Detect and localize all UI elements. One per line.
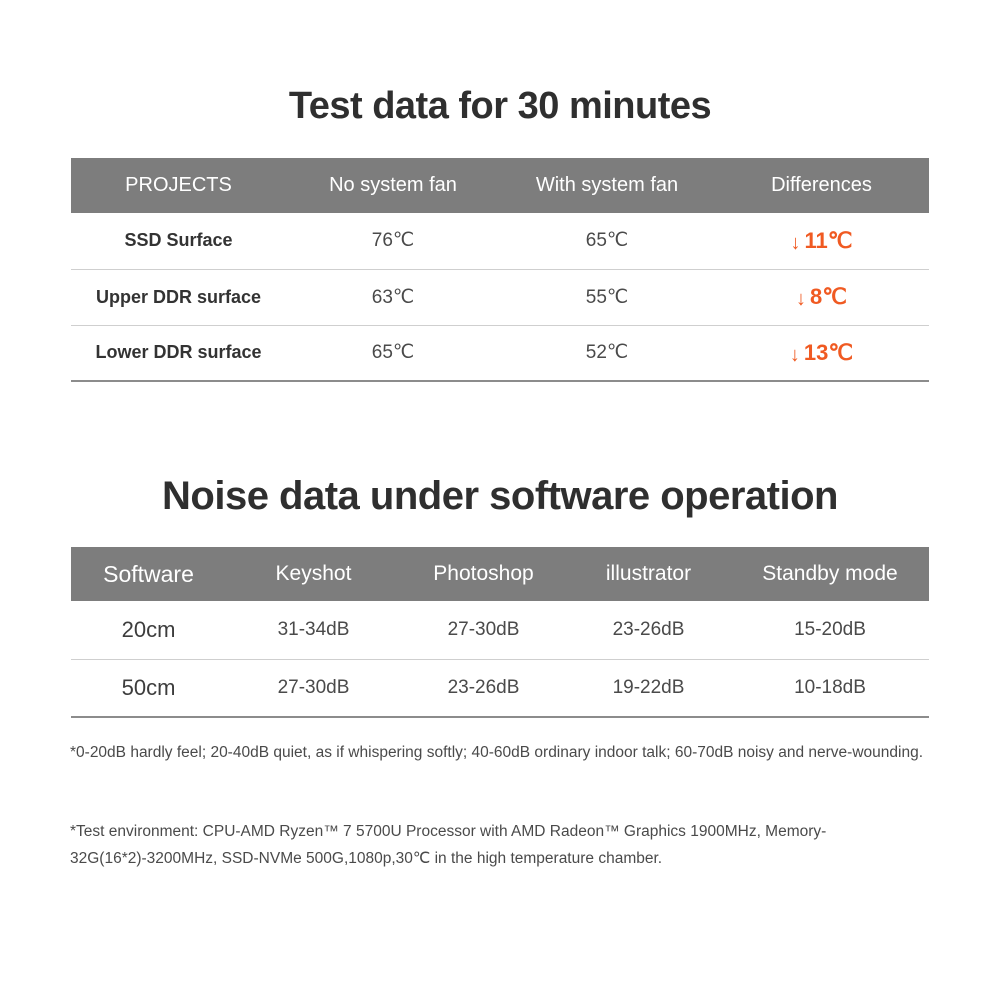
row-label-upper-ddr: Upper DDR surface bbox=[71, 269, 286, 325]
header-with-system-fan: With system fan bbox=[500, 158, 714, 213]
header-standby-mode: Standby mode bbox=[731, 547, 929, 601]
down-arrow-icon: ↓ bbox=[790, 231, 801, 254]
noise-table-body bbox=[71, 601, 929, 717]
table-row bbox=[71, 269, 929, 325]
page-title-thermal: Test data for 30 minutes bbox=[288, 85, 712, 127]
cell-upper-ddr-no-fan: 63℃ bbox=[286, 269, 500, 325]
cell-upper-ddr-difference-value: 8℃ bbox=[810, 284, 847, 309]
header-illustrator: illustrator bbox=[566, 547, 731, 601]
down-arrow-icon: ↓ bbox=[789, 343, 800, 366]
cell-20cm-standby: 15-20dB bbox=[731, 601, 929, 659]
row-label-lower-ddr: Lower DDR surface bbox=[71, 325, 286, 381]
row-label-20cm: 20cm bbox=[71, 601, 226, 659]
cell-ssd-difference-value: 11℃ bbox=[804, 227, 853, 253]
cell-20cm-photoshop: 27-30dB bbox=[401, 601, 566, 659]
thermal-table-header bbox=[71, 158, 929, 213]
noise-table-header bbox=[71, 547, 929, 601]
header-photoshop: Photoshop bbox=[401, 547, 566, 601]
thermal-data-table bbox=[71, 158, 929, 382]
header-projects: PROJECTS bbox=[71, 158, 286, 213]
header-keyshot: Keyshot bbox=[226, 547, 401, 601]
noise-reference-note: *0-20dB hardly feel; 20-40dB quiet, as if whispering softly; 40-60dB ordinary indoor talk; 60-70dB noisy and nerve-wounding. bbox=[70, 744, 924, 761]
table-row bbox=[71, 659, 929, 717]
cell-lower-ddr-difference bbox=[714, 325, 929, 381]
cell-20cm-illustrator: 23-26dB bbox=[566, 601, 731, 659]
cell-lower-ddr-with-fan: 52℃ bbox=[500, 325, 714, 381]
cell-50cm-standby: 10-18dB bbox=[731, 659, 929, 717]
cell-50cm-illustrator: 19-22dB bbox=[566, 659, 731, 717]
cell-50cm-keyshot: 27-30dB bbox=[226, 659, 401, 717]
thermal-table-body bbox=[71, 213, 929, 381]
table-header-row bbox=[71, 158, 929, 213]
header-no-system-fan: No system fan bbox=[286, 158, 500, 213]
down-arrow-icon: ↓ bbox=[796, 288, 807, 310]
cell-ssd-difference bbox=[714, 213, 929, 269]
cell-lower-ddr-difference-value: 13℃ bbox=[803, 339, 854, 365]
row-label-ssd-surface: SSD Surface bbox=[71, 213, 286, 269]
cell-ssd-with-fan: 65℃ bbox=[500, 213, 714, 269]
cell-ssd-no-fan: 76℃ bbox=[286, 213, 500, 269]
cell-upper-ddr-difference bbox=[714, 269, 929, 325]
header-software: Software bbox=[71, 547, 226, 601]
cell-20cm-keyshot: 31-34dB bbox=[226, 601, 401, 659]
header-differences: Differences bbox=[714, 158, 929, 213]
row-label-50cm: 50cm bbox=[71, 659, 226, 717]
test-environment-note: *Test environment: CPU-AMD Ryzen™ 7 5700U Processor with AMD Radeon™ Graphics 1900MHz, Memory-32G(16*2)-3200MHz, SSD-NVMe 500G,1080p,30℃ in the high temperature chamber. bbox=[70, 822, 827, 867]
table-row bbox=[71, 213, 929, 269]
table-row bbox=[71, 325, 929, 381]
cell-upper-ddr-with-fan: 55℃ bbox=[500, 269, 714, 325]
noise-data-table bbox=[71, 547, 929, 718]
cell-50cm-photoshop: 23-26dB bbox=[401, 659, 566, 717]
table-header-row bbox=[71, 547, 929, 601]
page-title-noise: Noise data under software operation bbox=[162, 474, 838, 518]
table-row bbox=[71, 601, 929, 659]
cell-lower-ddr-no-fan: 65℃ bbox=[286, 325, 500, 381]
